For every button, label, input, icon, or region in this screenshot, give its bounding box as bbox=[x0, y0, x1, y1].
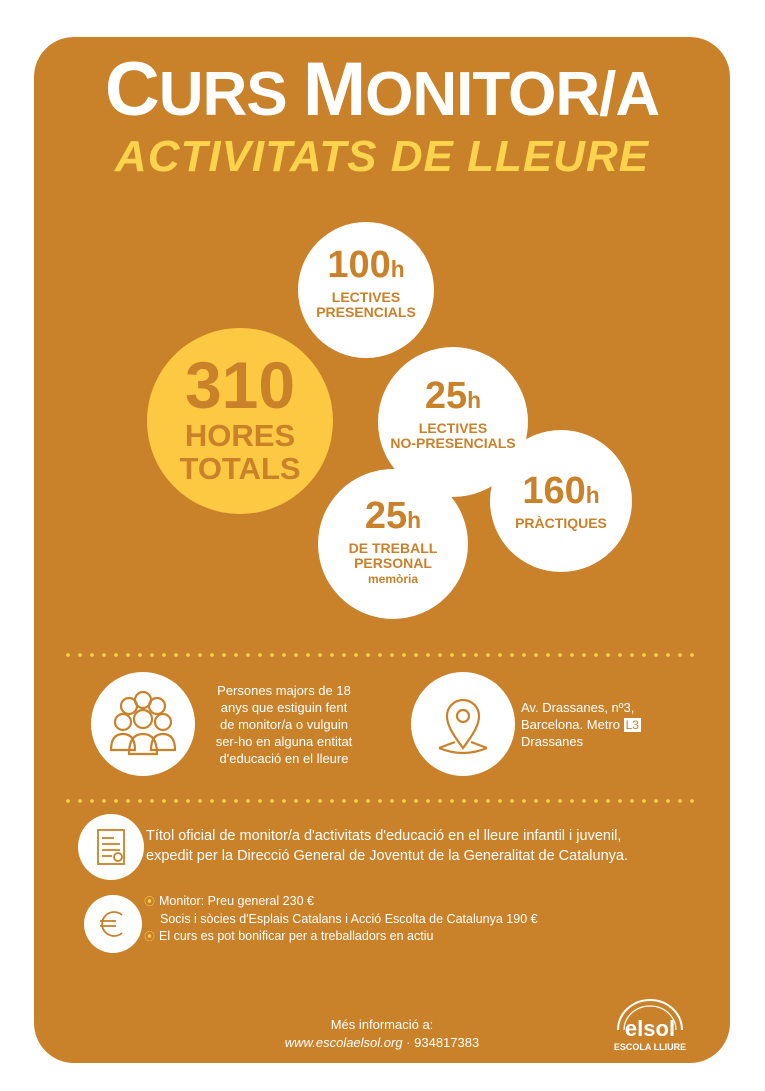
title-subtitle: ACTIVITATS DE LLEURE bbox=[114, 132, 650, 181]
practiques-circle: 160h PRÀCTIQUES bbox=[490, 430, 632, 572]
elsol-logo bbox=[608, 990, 692, 1054]
location-icon-circle bbox=[411, 672, 515, 776]
svg-text:elsol: elsol bbox=[624, 1016, 676, 1041]
contact-line: www.escolaelsol.org · 934817383 bbox=[284, 1035, 480, 1050]
total-hours-circle: 310 HORES TOTALS bbox=[147, 328, 333, 514]
dotted-divider-bottom bbox=[62, 799, 702, 803]
website-link[interactable]: www.escolaelsol.org bbox=[284, 1035, 403, 1050]
map-pin-icon bbox=[411, 672, 515, 776]
bullet-icon: ⦿ bbox=[144, 931, 155, 943]
lectives-no-presencials-circle: 25h LECTIVES NO-PRESENCIALS bbox=[378, 347, 528, 497]
title-main: CURS MONITOR/A bbox=[104, 47, 660, 132]
euro-icon bbox=[84, 895, 142, 953]
certificate-icon bbox=[78, 814, 144, 880]
bullet-icon: ⦿ bbox=[144, 896, 155, 908]
audience-text: Persones majors de 18 anys que estiguin fent de monitor/a o vulguin ser-ho en alguna entitat d'educació en el lleure bbox=[215, 683, 353, 766]
price-icon-circle bbox=[84, 895, 142, 953]
lectives-presencials-circle: 100h LECTIVES PRESENCIALS bbox=[298, 222, 434, 358]
svg-text:ESCOLA LLIURE: ESCOLA LLIURE bbox=[613, 1042, 687, 1052]
treball-personal-circle: 25h DE TREBALL PERSONAL memòria bbox=[318, 469, 468, 619]
metro-line-badge: L3 bbox=[625, 718, 639, 732]
certificate-text: Títol oficial de monitor/a d'activitats d'educació en el lleure infantil i juvenil, expedit per la Direcció General de Joventut de la Generalitat de Catalunya. bbox=[146, 828, 629, 864]
location-text: Av. Drassanes, nº3, Barcelona. Metro L3 Drassanes bbox=[521, 700, 639, 749]
price-text: ⦿ Monitor: Preu general 230 € Socis i sòcies d'Esplais Catalans i Acció Escolta de Catalunya 190 € ⦿ El curs es pot bonificar per a treballadors en actiu bbox=[144, 894, 538, 943]
poster-card bbox=[34, 37, 730, 1063]
more-info-label: Més informació a: bbox=[330, 1017, 434, 1032]
certificate-icon-circle bbox=[78, 814, 144, 880]
audience-icon-circle bbox=[91, 672, 195, 776]
dotted-divider-top bbox=[62, 653, 702, 657]
group-of-people-icon bbox=[91, 672, 195, 776]
phone-number: 934817383 bbox=[414, 1035, 480, 1050]
